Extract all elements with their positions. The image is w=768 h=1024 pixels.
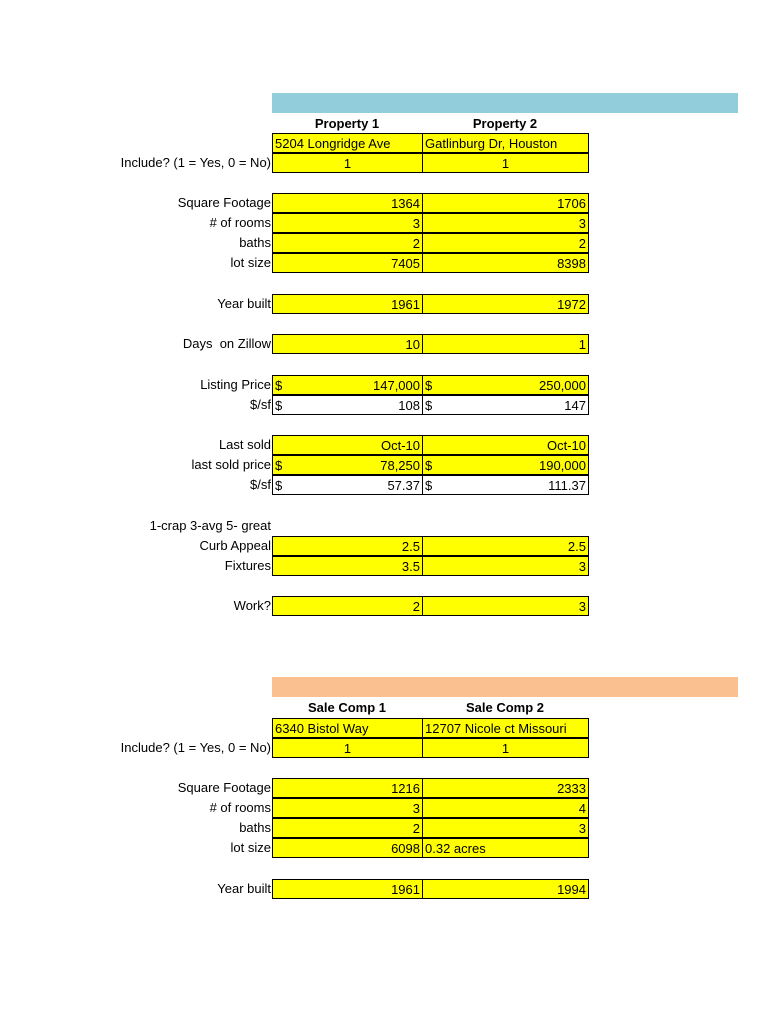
listing-price-value: 250,000 xyxy=(539,378,586,393)
property1-address[interactable]: 5204 Longridge Ave xyxy=(272,133,423,153)
sale-comp1-header: Sale Comp 1 xyxy=(307,700,387,715)
section2-header-band xyxy=(272,677,738,697)
property2-sold-price-per-sf[interactable] xyxy=(422,475,589,495)
sale-comp1-include[interactable]: 1 xyxy=(272,738,423,758)
property1-year-built[interactable]: 1961 xyxy=(272,294,423,314)
rooms-label: # of rooms xyxy=(209,215,271,230)
currency-symbol: $ xyxy=(425,378,433,393)
last-sold-price-label: last sold price xyxy=(191,457,271,472)
curb-appeal-label: Curb Appeal xyxy=(199,538,271,553)
property2-last-sold-price[interactable] xyxy=(422,455,589,475)
currency-symbol: $ xyxy=(425,478,433,493)
property2-fixtures[interactable]: 3 xyxy=(422,556,589,576)
section1-header-band xyxy=(272,93,738,113)
property1-last-sold[interactable]: Oct-10 xyxy=(272,435,423,455)
baths-label: baths xyxy=(239,820,271,835)
sold-price-per-sf-value: 111.37 xyxy=(548,478,586,493)
include-label: Include? (1 = Yes, 0 = No) xyxy=(120,155,271,170)
property2-price-per-sf[interactable] xyxy=(422,395,589,415)
include-label: Include? (1 = Yes, 0 = No) xyxy=(120,740,271,755)
property1-price-per-sf[interactable] xyxy=(272,395,423,415)
sold-price-per-sf-label: $/sf xyxy=(250,477,271,492)
property2-lot-size[interactable]: 8398 xyxy=(422,253,589,273)
last-sold-price-value: 190,000 xyxy=(539,458,586,473)
price-per-sf-value: 108 xyxy=(398,398,420,413)
fixtures-label: Fixtures xyxy=(224,558,271,573)
currency-symbol: $ xyxy=(275,458,283,473)
property2-include[interactable]: 1 xyxy=(422,153,589,173)
property1-listing-price[interactable] xyxy=(272,375,423,395)
property2-last-sold[interactable]: Oct-10 xyxy=(422,435,589,455)
property1-work[interactable]: 2 xyxy=(272,596,423,616)
property2-curb-appeal[interactable]: 2.5 xyxy=(422,536,589,556)
property1-sqft[interactable]: 1364 xyxy=(272,193,423,213)
property1-include[interactable]: 1 xyxy=(272,153,423,173)
property2-listing-price[interactable] xyxy=(422,375,589,395)
work-label: Work? xyxy=(233,598,271,613)
property2-days-on-zillow[interactable]: 1 xyxy=(422,334,589,354)
property1-lot-size[interactable]: 7405 xyxy=(272,253,423,273)
sale-comp2-address[interactable]: 12707 Nicole ct Missouri xyxy=(422,718,589,738)
currency-symbol: $ xyxy=(275,398,283,413)
sale-comp1-sqft[interactable]: 1216 xyxy=(272,778,423,798)
last-sold-label: Last sold xyxy=(218,437,271,452)
property1-curb-appeal[interactable]: 2.5 xyxy=(272,536,423,556)
property2-work[interactable]: 3 xyxy=(422,596,589,616)
sale-comp1-year-built[interactable]: 1961 xyxy=(272,879,423,899)
currency-symbol: $ xyxy=(275,378,283,393)
lot-size-label: lot size xyxy=(230,840,271,855)
sqft-label: Square Footage xyxy=(177,780,271,795)
currency-symbol: $ xyxy=(425,398,433,413)
property2-address[interactable]: Gatlinburg Dr, Houston xyxy=(422,133,589,153)
sale-comp2-lot-size[interactable]: 0.32 acres xyxy=(422,838,589,858)
year-built-label: Year built xyxy=(217,296,271,311)
year-built-label: Year built xyxy=(217,881,271,896)
property1-header: Property 1 xyxy=(314,116,380,131)
listing-price-label: Listing Price xyxy=(200,377,271,392)
property1-baths[interactable]: 2 xyxy=(272,233,423,253)
property1-last-sold-price[interactable] xyxy=(272,455,423,475)
property2-year-built[interactable]: 1972 xyxy=(422,294,589,314)
sqft-label: Square Footage xyxy=(177,195,271,210)
property1-sold-price-per-sf[interactable] xyxy=(272,475,423,495)
property2-header: Property 2 xyxy=(472,116,538,131)
sale-comp2-include[interactable]: 1 xyxy=(422,738,589,758)
last-sold-price-value: 78,250 xyxy=(380,458,420,473)
property1-rooms[interactable]: 3 xyxy=(272,213,423,233)
rating-scale-label: 1-crap 3-avg 5- great xyxy=(149,518,271,533)
price-per-sf-label: $/sf xyxy=(250,397,271,412)
property2-sqft[interactable]: 1706 xyxy=(422,193,589,213)
sale-comp1-baths[interactable]: 2 xyxy=(272,818,423,838)
sold-price-per-sf-value: 57.37 xyxy=(387,478,420,493)
sale-comp1-rooms[interactable]: 3 xyxy=(272,798,423,818)
listing-price-value: 147,000 xyxy=(373,378,420,393)
sale-comp1-lot-size[interactable]: 6098 xyxy=(272,838,423,858)
property1-fixtures[interactable]: 3.5 xyxy=(272,556,423,576)
currency-symbol: $ xyxy=(275,478,283,493)
property1-days-on-zillow[interactable]: 10 xyxy=(272,334,423,354)
baths-label: baths xyxy=(239,235,271,250)
property2-baths[interactable]: 2 xyxy=(422,233,589,253)
sale-comp2-sqft[interactable]: 2333 xyxy=(422,778,589,798)
lot-size-label: lot size xyxy=(230,255,271,270)
price-per-sf-value: 147 xyxy=(564,398,586,413)
sale-comp2-year-built[interactable]: 1994 xyxy=(422,879,589,899)
property2-rooms[interactable]: 3 xyxy=(422,213,589,233)
sale-comp2-baths[interactable]: 3 xyxy=(422,818,589,838)
rooms-label: # of rooms xyxy=(209,800,271,815)
currency-symbol: $ xyxy=(425,458,433,473)
days-on-zillow-label: Days on Zillow xyxy=(182,336,271,351)
sale-comp1-address[interactable]: 6340 Bistol Way xyxy=(272,718,423,738)
sale-comp2-header: Sale Comp 2 xyxy=(465,700,545,715)
sale-comp2-rooms[interactable]: 4 xyxy=(422,798,589,818)
